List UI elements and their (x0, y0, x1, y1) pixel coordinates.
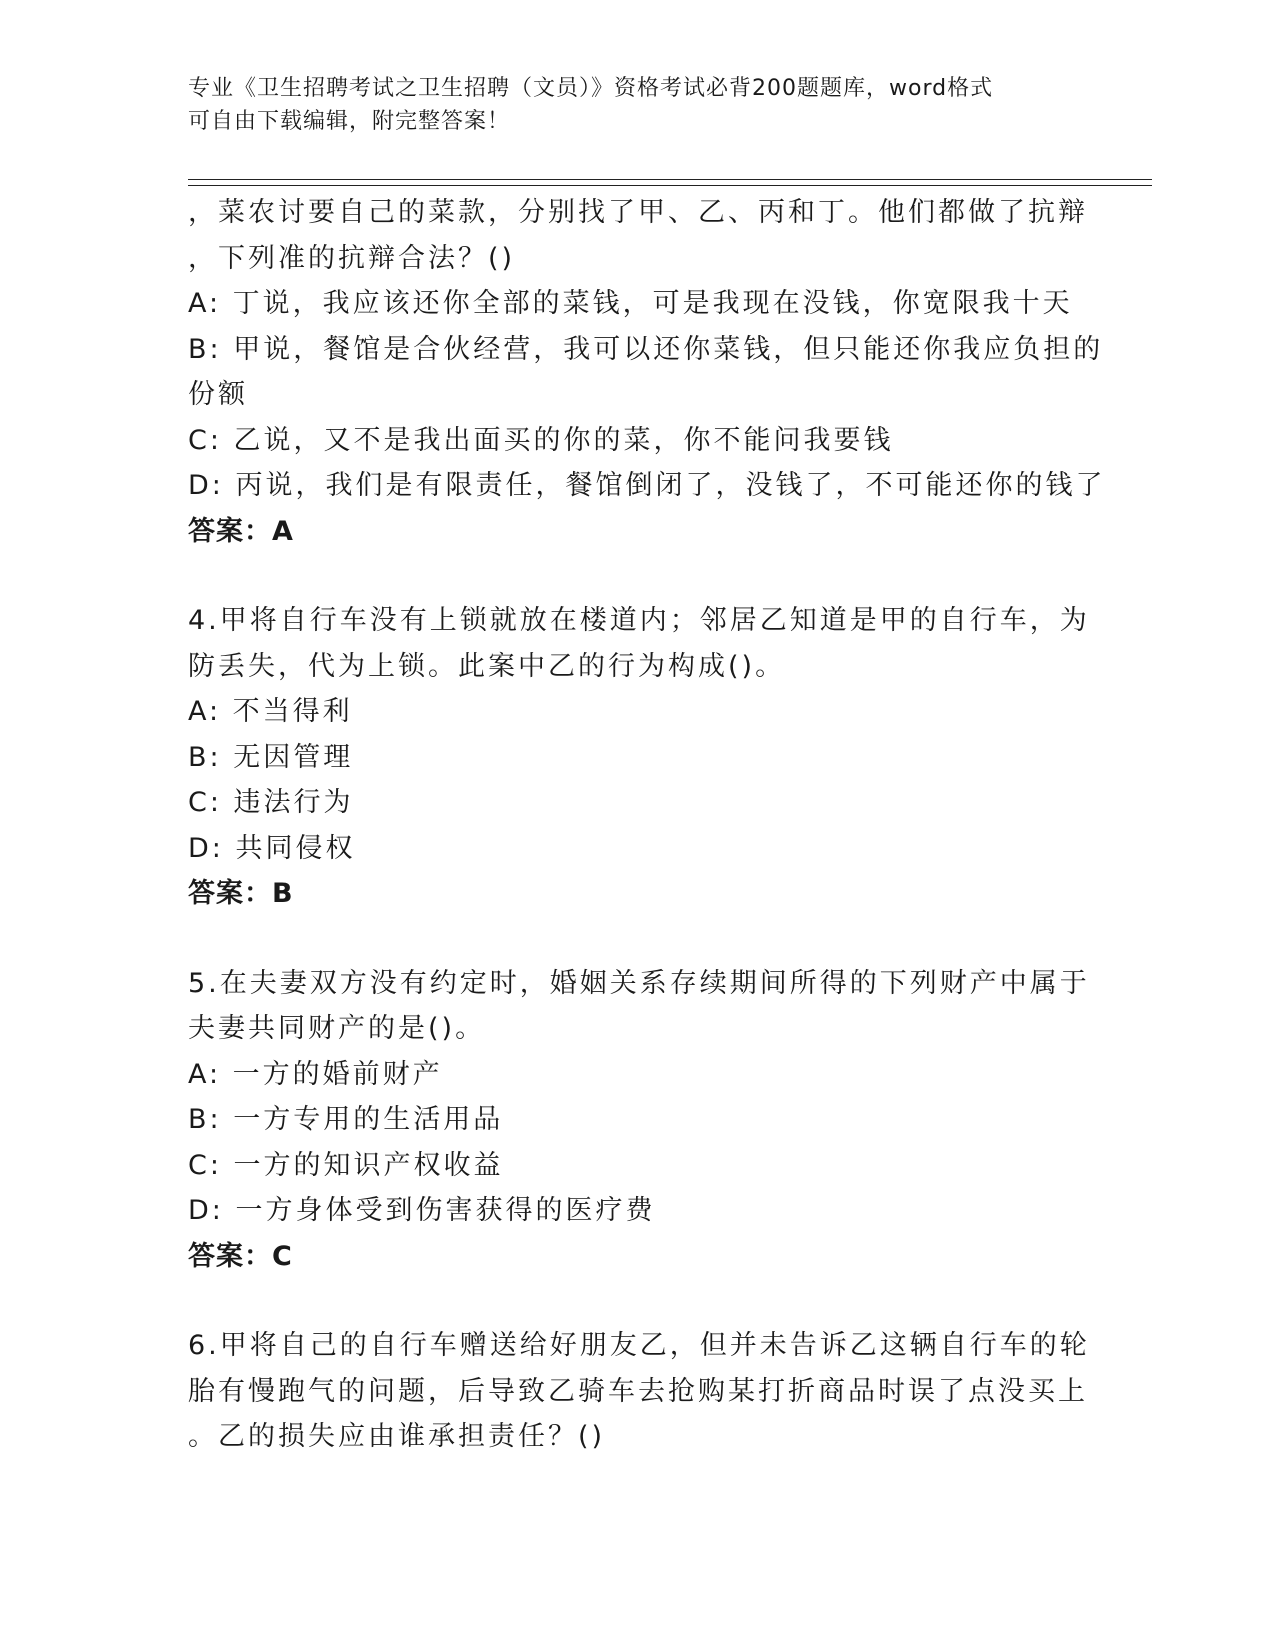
option-b: B: 一方专用的生活用品 (188, 1104, 504, 1135)
header-divider-bottom (188, 185, 1152, 186)
header-title-line1: 专业《卫生招聘考试之卫生招聘（文员）》资格考试必背200题题库，word格式 (188, 76, 994, 101)
option-c: C: 违法行为 (188, 787, 354, 818)
option-a: A: 丁说，我应该还你全部的菜钱，可是我现在没钱，你宽限我十天 (188, 288, 1073, 319)
question-6 (188, 1323, 1088, 1460)
answer-label: 答案：A (188, 515, 294, 547)
option-b: B: 甲说，餐馆是合伙经营，我可以还你菜钱，但只能还你我应负担的 (188, 333, 1104, 365)
document-body (188, 190, 1106, 1460)
option-b-continued: 份额 (188, 379, 248, 410)
option-d: D: 共同侵权 (188, 832, 356, 864)
question-4 (188, 598, 1088, 917)
option-a: A: 一方的婚前财产 (188, 1058, 443, 1090)
header-title-line2: 可自由下载编辑，附完整答案！ (188, 109, 511, 134)
option-c: C: 一方的知识产权收益 (188, 1149, 504, 1181)
option-a: A: 不当得利 (188, 696, 353, 727)
question-stem: 防丢失，代为上锁。此案中乙的行为构成()。 (188, 650, 786, 682)
question-stem: 6.甲将自己的自行车赠送给好朋友乙，但并未告诉乙这辆自行车的轮 (188, 1330, 1090, 1361)
question-stem: 4.甲将自行车没有上锁就放在楼道内；邻居乙知道是甲的自行车，为 (188, 605, 1090, 636)
question-stem: 。乙的损失应由谁承担责任？() (188, 1421, 606, 1452)
option-c: C: 乙说，又不是我出面买的你的菜，你不能问我要钱 (188, 424, 894, 456)
question-stem: ，菜农讨要自己的菜款，分别找了甲、乙、丙和丁。他们都做了抗辩 (188, 197, 1088, 228)
document-header (188, 72, 1068, 138)
option-d: D: 丙说，我们是有限责任，餐馆倒闭了，没钱了，不可能还你的钱了 (188, 470, 1106, 501)
question-stem: 胎有慢跑气的问题，后导致乙骑车去抢购某打折商品时误了点没买上 (188, 1375, 1088, 1407)
question-stem: 5.在夫妻双方没有约定时，婚姻关系存续期间所得的下列财产中属于 (188, 967, 1090, 999)
question-stem: ，下列准的抗辩合法？() (188, 242, 516, 274)
header-divider-top (188, 179, 1152, 180)
answer-label: 答案：B (188, 878, 294, 909)
question-5 (188, 961, 1088, 1280)
question-3 (188, 190, 1106, 554)
question-stem: 夫妻共同财产的是()。 (188, 1013, 486, 1044)
answer-label: 答案：C (188, 1240, 293, 1272)
option-d: D: 一方身体受到伤害获得的医疗费 (188, 1195, 656, 1226)
option-b: B: 无因管理 (188, 741, 354, 773)
